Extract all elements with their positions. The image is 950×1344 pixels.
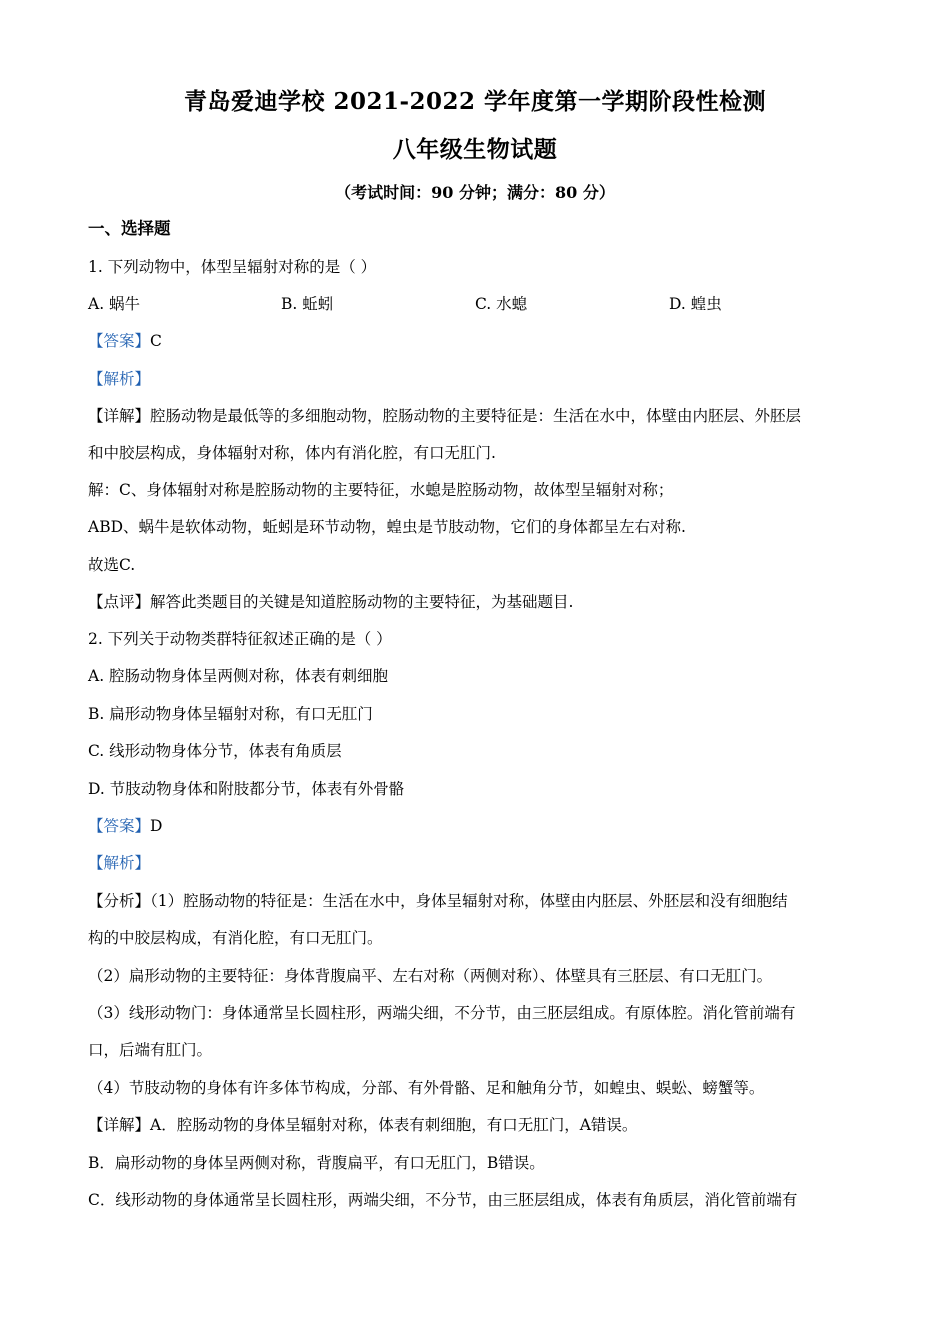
q1-solution-line-2: ABD、蜗牛是软体动物，蚯蚓是环节动物，蝗虫是节肢动物，它们的身体都呈左右对称. (88, 518, 686, 536)
q2-fenxi-line-1 (88, 891, 788, 911)
q1-stem: 1. 下列动物中，体型呈辐射对称的是（ ） (88, 258, 377, 276)
fenxi-label: 【分析】 (88, 892, 151, 910)
detail-label: 【详解】 (88, 407, 151, 425)
q2-analysis-label: 【解析】 (88, 854, 151, 872)
detail-label: 【详解】 (88, 1116, 151, 1134)
q1-option-d: D. 蝗虫 (669, 295, 722, 313)
q2-stem: 2. 下列关于动物类群特征叙述正确的是（ ） (88, 630, 392, 648)
fenxi-text: （1）腔肠动物的特征是：生活在水中，身体呈辐射对称，体壁由内胚层、外胚层和没有细胞结 (150, 892, 788, 910)
q1-detail-line-2: 和中胶层构成，身体辐射对称，体内有消化腔，有口无肛门. (88, 444, 496, 462)
answer-value: D (150, 817, 163, 835)
q1-analysis-label: 【解析】 (88, 370, 151, 388)
answer-label: 【答案】 (88, 332, 151, 350)
q2-fenxi-line-5: 口，后端有肛门。 (88, 1041, 213, 1059)
q1-option-b: B. 蚯蚓 (281, 295, 334, 313)
q1-answer (88, 331, 162, 351)
detail-text: 腔肠动物是最低等的多细胞动物，腔肠动物的主要特征是：生活在水中，体壁由内胚层、外胚层 (150, 407, 802, 425)
exam-info: （考试时间：90 分钟；满分：80 分） (335, 183, 615, 202)
q2-answer (88, 816, 162, 836)
q2-detail-line-2: B．扁形动物的身体呈两侧对称，背腹扁平，有口无肛门，B错误。 (88, 1154, 545, 1172)
q2-fenxi-line-6: （4）节肢动物的身体有许多体节构成，分部、有外骨骼、足和触角分节，如蝗虫、蜈蚣、螃蟹等。 (88, 1079, 765, 1097)
q2-detail-line-1 (88, 1115, 637, 1135)
section-title: 一、选择题 (88, 219, 171, 238)
q2-fenxi-line-4: （3）线形动物门：身体通常呈长圆柱形，两端尖细，不分节，由三胚层组成。有原体腔。消化管前端有 (88, 1004, 796, 1022)
answer-label: 【答案】 (88, 817, 151, 835)
q2-option-b: B. 扁形动物身体呈辐射对称，有口无肛门 (88, 705, 373, 723)
q2-detail-line-3: C．线形动物的身体通常呈长圆柱形，两端尖细，不分节，由三胚层组成，体表有角质层，消化管前端有 (88, 1191, 798, 1209)
q2-option-a: A. 腔肠动物身体呈两侧对称，体表有刺细胞 (88, 667, 389, 685)
comment-text: 解答此类题目的关键是知道腔肠动物的主要特征，为基础题目. (150, 593, 574, 611)
answer-value: C (150, 332, 162, 350)
q2-option-c: C. 线形动物身体分节，体表有角质层 (88, 742, 342, 760)
comment-label: 【点评】 (88, 593, 151, 611)
q2-fenxi-line-3: （2）扁形动物的主要特征：身体背腹扁平、左右对称（两侧对称）、体壁具有三胚层、有口无肛门。 (88, 967, 773, 985)
detail-text: A．腔肠动物的身体呈辐射对称，体表有刺细胞，有口无肛门，A错误。 (150, 1116, 638, 1134)
q1-option-c: C. 水螅 (475, 295, 528, 313)
q1-detail-line (88, 406, 801, 426)
q2-fenxi-line-2: 构的中胶层构成，有消化腔，有口无肛门。 (88, 929, 383, 947)
q2-option-d: D. 节肢动物身体和附肢都分节，体表有外骨骼 (88, 780, 405, 798)
q1-option-a: A. 蜗牛 (88, 295, 141, 313)
q1-solution-line-3: 故选C. (88, 556, 136, 574)
q1-comment (88, 592, 573, 612)
q1-solution-line-1: 解：C、身体辐射对称是腔肠动物的主要特征，水螅是腔肠动物，故体型呈辐射对称； (88, 481, 674, 499)
exam-title: 青岛爱迪学校 2021-2022 学年度第一学期阶段性检测 (183, 88, 767, 115)
exam-subject-title: 八年级生物试题 (392, 136, 558, 163)
